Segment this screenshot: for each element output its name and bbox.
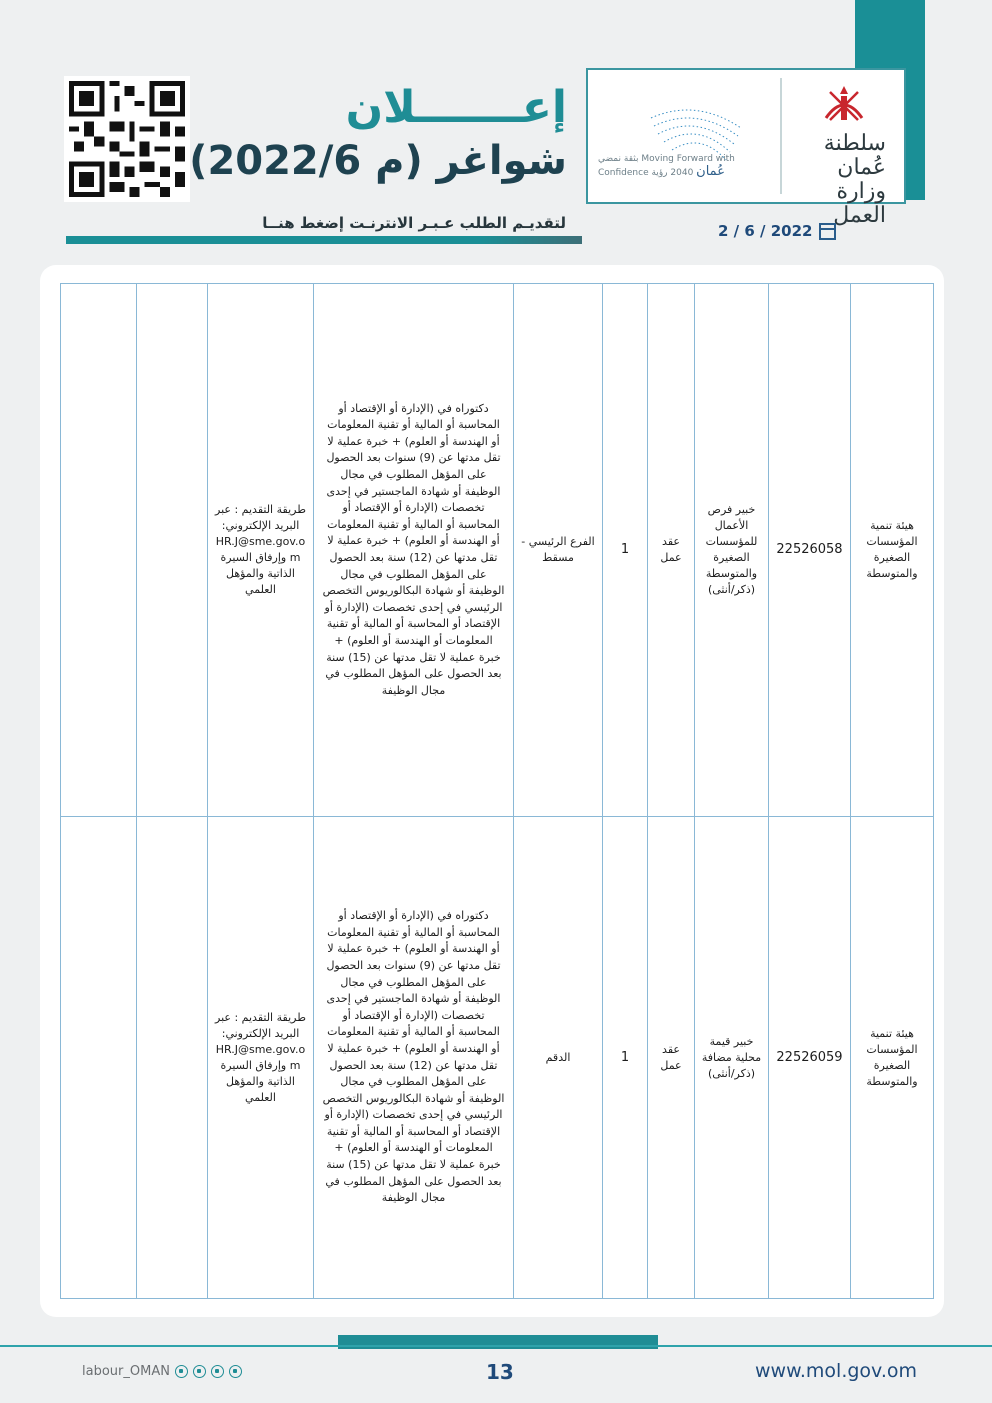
instagram-icon[interactable] <box>229 1365 242 1378</box>
oman-emblem-icon <box>814 80 874 130</box>
ministry-logo-card <box>586 68 906 228</box>
count-cell: 1 <box>603 284 648 817</box>
footer-line <box>0 1345 992 1347</box>
notes-cell <box>61 817 137 1299</box>
contract-cell: عقد عمل <box>648 817 695 1299</box>
job-title-cell: خبير قيمة محلية مضافة (ذكر/أنثى) <box>695 817 769 1299</box>
twitter-icon[interactable] <box>211 1365 224 1378</box>
location-cell: الدقم <box>514 817 603 1299</box>
announcement-title: إعـــــــلان <box>345 82 567 133</box>
vision-tagline-ar: بثقة نمضي <box>598 154 639 164</box>
ministry-name <box>782 132 886 228</box>
vision-tagline-en: Moving Forward with Confidence <box>598 154 735 178</box>
qualifications-cell: دكتوراه في (الإدارة أو الإقتصاد أو المحاسبة أو المالية أو تقنية المعلومات أو الهندسة أو العلوم) + خبرة عملية لا تقل مدتها عن (9) سنوات بعد الحصول على المؤهل المطلوب في مجال الوظيفة أو شهادة الماجستير في إحدى تخصصات (الإدارة أو الإقتصاد أو المحاسبة أو المالية أو تقنية المعلومات أو الهندسة أو العلوم) + خبرة عملية لا تقل مدتها عن (12) سنة بعد الحصول على المؤهل المطلوب في مجال الوظيفة أو شهادة البكالوريوس التخصص الرئيسي في إحدى تخصصات (الإدارة أو الإقتصاد أو المحاسبة أو المالية أو تقنية المعلومات أو الهندسة أو العلوم) + خبرة عملية لا تقل مدتها عن (15) سنة بعد الحصول على المؤهل المطلوب في مجال الوظيفة <box>314 817 514 1299</box>
header-rule <box>66 236 582 244</box>
contract-cell: عقد عمل <box>648 284 695 817</box>
calendar-icon <box>819 223 836 240</box>
job-code-cell: 22526058 <box>769 284 851 817</box>
page-number: 13 <box>486 1360 514 1384</box>
vision-2040-text <box>598 154 768 179</box>
vacancies-table <box>60 283 934 1299</box>
location-cell: الفرع الرئيسي - مسقط <box>514 284 603 817</box>
vacancies-title: شواغر (م 2022/6) <box>189 138 567 184</box>
apply-method-cell: طريقة التقديم : عبر البريد الإلكتروني: HR.J@sme.gov.om وإرفاق السيرة الذاتية والمؤهل العلمي <box>208 284 314 817</box>
qr-code-icon[interactable] <box>64 76 190 202</box>
table-row <box>61 817 934 1299</box>
facebook-icon[interactable] <box>175 1365 188 1378</box>
vision-oman: عُمان <box>696 164 725 179</box>
youtube-icon[interactable] <box>193 1365 206 1378</box>
authority-cell: هيئة تنمية المؤسسات الصغيرة والمتوسطة <box>851 817 934 1299</box>
empty-cell <box>137 817 208 1299</box>
notes-cell <box>61 284 137 817</box>
empty-cell <box>137 284 208 817</box>
website-link[interactable]: www.mol.gov.om <box>755 1360 917 1382</box>
table-row <box>61 284 934 817</box>
social-handle[interactable]: labour_OMAN <box>82 1364 170 1379</box>
apply-method-cell: طريقة التقديم : عبر البريد الإلكتروني: HR.J@sme.gov.om وإرفاق السيرة الذاتية والمؤهل العلمي <box>208 817 314 1299</box>
job-title-cell: خبير فرص الأعمال للمؤسسات الصغيرة والمتوسطة (ذكر/أنثى) <box>695 284 769 817</box>
footer-social <box>82 1364 242 1379</box>
vision-year: 2040 <box>670 168 694 178</box>
announcement-date: 2022 / 6 / 2 <box>718 222 813 240</box>
authority-cell: هيئة تنمية المؤسسات الصغيرة والمتوسطة <box>851 284 934 817</box>
vision-label: رؤية <box>651 168 668 178</box>
count-cell: 1 <box>603 817 648 1299</box>
ministry-title: وزارة العمل <box>833 179 886 228</box>
date-block <box>718 220 836 242</box>
sultanate-name: سلطنة عُمان <box>823 131 886 180</box>
qualifications-cell: دكتوراه في (الإدارة أو الإقتصاد أو المحاسبة أو المالية أو تقنية المعلومات أو الهندسة أو العلوم) + خبرة عملية لا تقل مدتها عن (9) سنوات بعد الحصول على المؤهل المطلوب في مجال الوظيفة أو شهادة الماجستير في إحدى تخصصات (الإدارة أو الإقتصاد أو المحاسبة أو المالية أو تقنية المعلومات أو الهندسة أو العلوم) + خبرة عملية لا تقل مدتها عن (12) سنة بعد الحصول على المؤهل المطلوب في مجال الوظيفة أو شهادة البكالوريوس التخصص الرئيسي في إحدى تخصصات (الإدارة أو الإقتصاد أو المحاسبة أو المالية أو تقنية المعلومات أو الهندسة أو العلوم) + خبرة عملية لا تقل مدتها عن (15) سنة بعد الحصول على المؤهل المطلوب في مجال الوظيفة <box>314 284 514 817</box>
apply-online-link[interactable]: لتقديـم الطلب عـبـر الانترنـت إضغط هنــا <box>262 214 566 232</box>
job-code-cell: 22526059 <box>769 817 851 1299</box>
